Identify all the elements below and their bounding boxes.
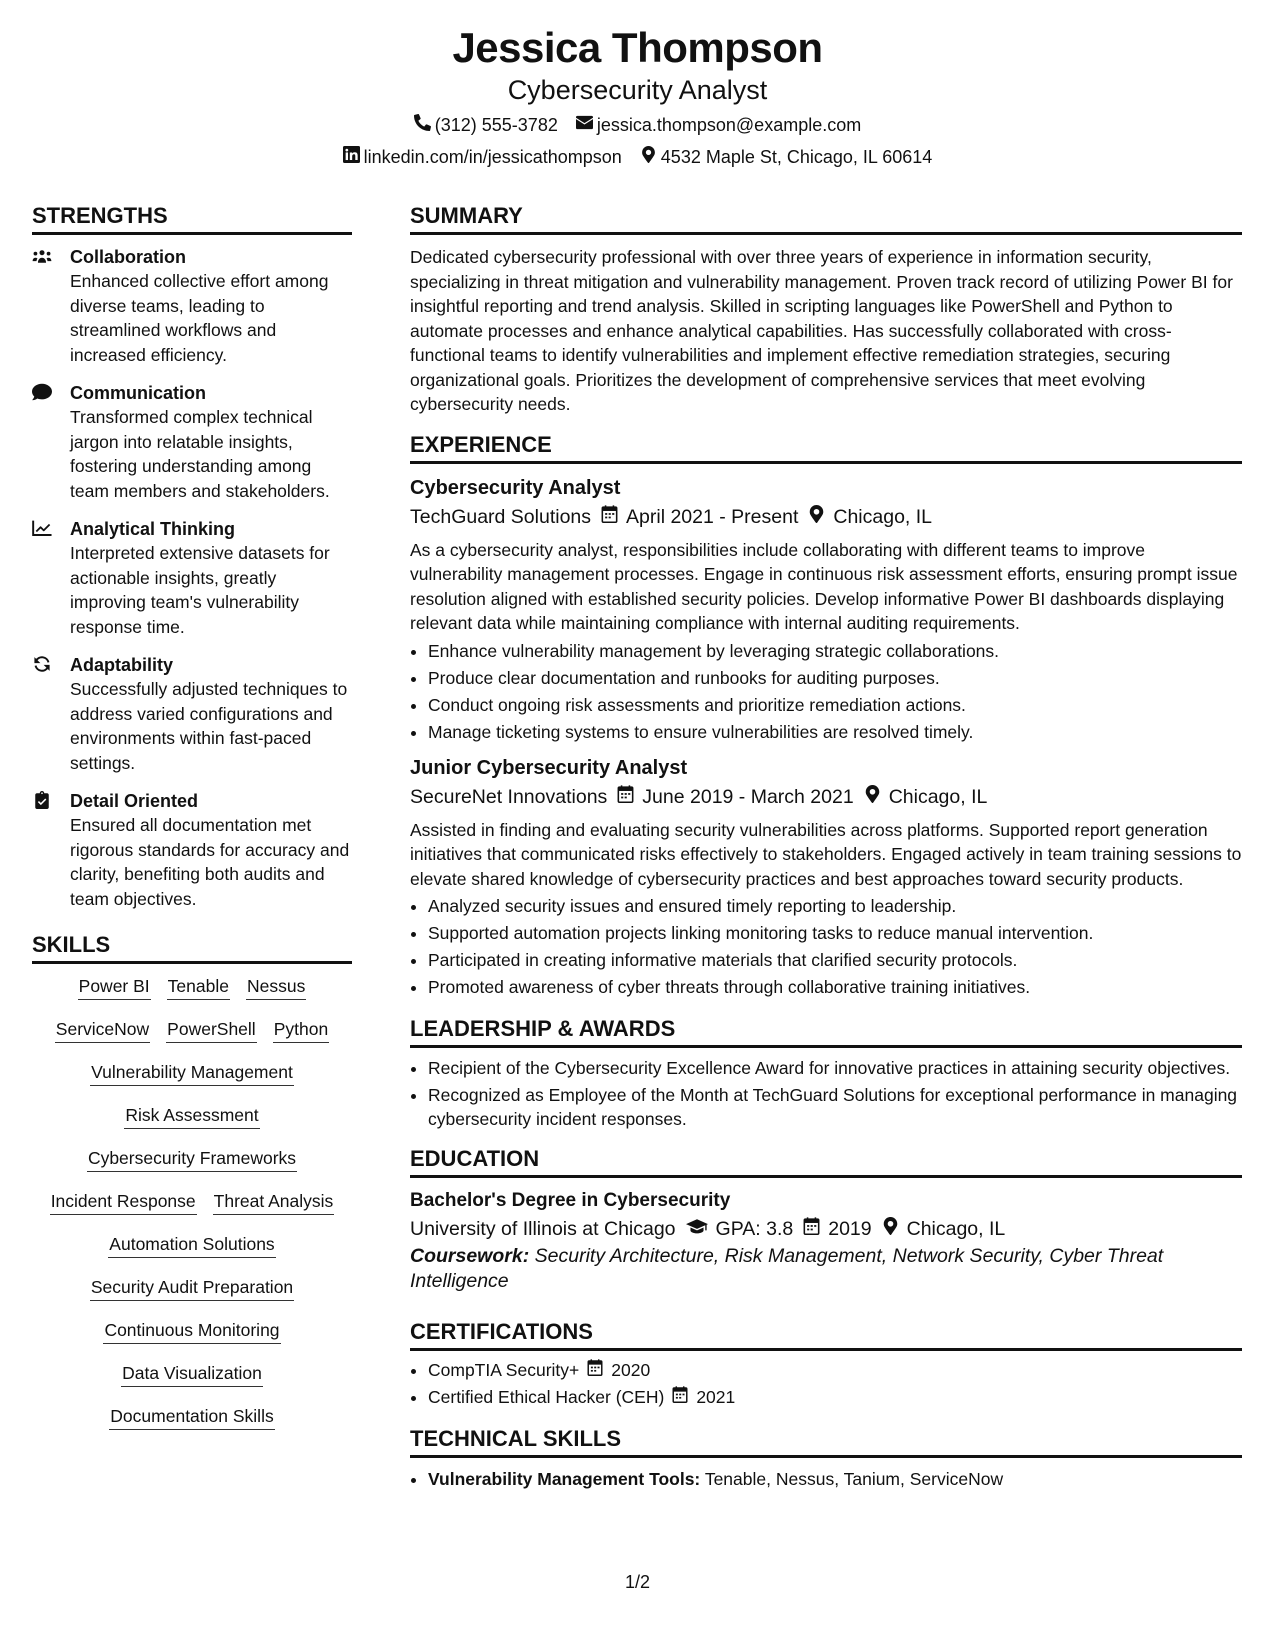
skill-row xyxy=(32,1232,352,1258)
resume-header xyxy=(0,22,1275,172)
comment-icon xyxy=(32,381,58,503)
job-title: Cybersecurity Analyst xyxy=(410,476,621,499)
leadership-heading: LEADERSHIP & AWARDS xyxy=(410,1015,1242,1048)
right-column xyxy=(410,202,1242,1493)
strength-item xyxy=(32,245,352,367)
job-entry xyxy=(410,754,1242,1002)
skill-row xyxy=(32,1060,352,1086)
contact-email[interactable]: jessica.thompson@example.com xyxy=(576,110,861,140)
job-description: As a cybersecurity analyst, responsibilities include collaborating with different teams to improve vulnerability management processes. Engage in continuous risk assessment efforts, ensuring prompt issue resolution aligned with established security policies. Develop informative Power BI dashboards displaying relevant data while maintaining compliance with internal auditing requirements. xyxy=(410,539,1238,633)
strength-item xyxy=(32,381,352,503)
envelope-icon xyxy=(576,110,593,140)
list-item: • Produce clear documentation and runbooks for auditing purposes. xyxy=(428,665,1242,692)
list-item: • Enhance vulnerability management by leveraging strategic collaborations. xyxy=(428,638,1242,665)
graduation-cap-icon xyxy=(686,1214,708,1244)
skill-tag: Cybersecurity Frameworks xyxy=(87,1146,297,1172)
skill-row xyxy=(32,1103,352,1129)
contact-row-1 xyxy=(0,110,1275,140)
strength-desc: Transformed complex technical jargon into relatable insights, fostering understanding among team members and stakeholders. xyxy=(70,407,330,501)
candidate-title: Cybersecurity Analyst xyxy=(507,75,768,105)
coursework-list: Security Architecture, Risk Management, Network Security, Cyber Threat Intelligence xyxy=(410,1245,1164,1292)
phone-icon xyxy=(414,110,431,140)
coursework xyxy=(410,1244,1242,1294)
school-name: University of Illinois at Chicago xyxy=(410,1218,676,1240)
skill-row xyxy=(32,1361,352,1387)
strength-title: Detail Oriented xyxy=(70,791,199,811)
skill-tag: Tenable xyxy=(167,974,230,1000)
education-gpa: GPA: 3.8 xyxy=(686,1214,794,1244)
map-marker-icon xyxy=(882,1214,899,1244)
strength-item xyxy=(32,517,352,639)
skill-row xyxy=(32,1318,352,1344)
leadership-list xyxy=(410,1056,1242,1131)
education-meta xyxy=(410,1214,1242,1244)
list-item: • Recipient of the Cybersecurity Excellence Award for innovative practices in attaining security objectives. xyxy=(428,1056,1242,1080)
candidate-name: Jessica Thompson xyxy=(452,24,823,71)
skill-row xyxy=(32,1275,352,1301)
list-item: • Supported automation projects linking monitoring tasks to reduce manual intervention. xyxy=(428,920,1242,947)
cert-name: • CompTIA Security+ xyxy=(428,1360,580,1380)
skills-list xyxy=(32,974,352,1430)
list-item: • Participated in creating informative materials that clarified security protocols. xyxy=(428,947,1242,974)
strengths-heading: STRENGTHS xyxy=(32,202,352,235)
calendar-icon xyxy=(617,782,634,812)
job-company: SecureNet Innovations xyxy=(410,785,608,808)
contact-linkedin[interactable]: linkedin.com/in/jessicathompson xyxy=(343,142,622,172)
chart-line-icon xyxy=(32,517,58,639)
skill-tag: PowerShell xyxy=(166,1017,257,1043)
contact-phone: (312) 555-3782 xyxy=(414,110,558,140)
summary-text: Dedicated cybersecurity professional with over three years of experience in information security, specializing in threat mitigation and vulnerability management. Proven track record of utilizing Power BI for insightful reporting and trend analysis. Skilled in scripting languages like PowerShell and Python to automate processes and enhance analytical capabilities. Has successfully collaborated with cross-functional teams to identify vulnerabilities and implement effective remediation strategies, securing organizational goals. Prioritizes the development of comprehensive services that meet evolving cybersecurity needs. xyxy=(410,247,1233,414)
skill-tag: Continuous Monitoring xyxy=(103,1318,280,1344)
experience-heading: EXPERIENCE xyxy=(410,431,1242,464)
strength-title: Collaboration xyxy=(70,247,186,267)
calendar-icon xyxy=(803,1214,820,1244)
technical-skills-list xyxy=(410,1466,1242,1493)
calendar-icon xyxy=(601,502,618,532)
job-location: Chicago, IL xyxy=(864,782,988,812)
strength-title: Analytical Thinking xyxy=(70,519,236,539)
map-marker-icon xyxy=(808,502,825,532)
contact-address: 4532 Maple St, Chicago, IL 60614 xyxy=(640,142,933,172)
map-marker-icon xyxy=(864,782,881,812)
skill-row xyxy=(32,1404,352,1430)
technical-skills-heading: TECHNICAL SKILLS xyxy=(410,1425,1242,1458)
cert-name: • Certified Ethical Hacker (CEH) xyxy=(428,1387,665,1407)
skill-tag: Python xyxy=(273,1017,329,1043)
summary-heading: SUMMARY xyxy=(410,202,1242,235)
skill-tag: Incident Response xyxy=(50,1189,197,1215)
list-item: • Manage ticketing systems to ensure vulnerabilities are resolved timely. xyxy=(428,719,1242,746)
calendar-icon xyxy=(672,1384,688,1411)
strength-desc: Successfully adjusted techniques to address varied configurations and environments within fast-paced settings. xyxy=(70,679,348,773)
skill-tag: ServiceNow xyxy=(55,1017,150,1043)
skill-tag: Threat Analysis xyxy=(213,1189,335,1215)
skill-tag: Vulnerability Management xyxy=(90,1060,294,1086)
skill-tag: Risk Assessment xyxy=(124,1103,259,1129)
job-company: TechGuard Solutions xyxy=(410,505,592,528)
education-location: Chicago, IL xyxy=(882,1214,1006,1244)
list-item xyxy=(428,1466,1242,1493)
education-year: 2019 xyxy=(803,1214,871,1244)
job-bullets xyxy=(410,638,1242,746)
job-dates: April 2021 - Present xyxy=(601,502,798,532)
strength-item xyxy=(32,789,352,911)
certifications-heading: CERTIFICATIONS xyxy=(410,1318,1242,1351)
list-item: • Promoted awareness of cyber threats through collaborative training initiatives. xyxy=(428,974,1242,1001)
strength-desc: Interpreted extensive datasets for actionable insights, greatly improving team's vulnerability response time. xyxy=(70,543,330,637)
users-icon xyxy=(32,245,58,367)
job-location: Chicago, IL xyxy=(808,502,932,532)
tech-skill-value: Tenable, Nessus, Tanium, ServiceNow xyxy=(704,1469,1004,1489)
strength-desc: Ensured all documentation met rigorous standards for accuracy and clarity, benefiting both audits and team objectives. xyxy=(70,815,350,909)
cert-year: 2021 xyxy=(696,1387,736,1407)
list-item: • Recognized as Employee of the Month at TechGuard Solutions for exceptional performance in managing cybersecurity incident responses. xyxy=(428,1083,1242,1131)
list-item: • Analyzed security issues and ensured timely reporting to leadership. xyxy=(428,893,1242,920)
job-meta xyxy=(410,502,1242,532)
job-description: Assisted in finding and evaluating security vulnerabilities across platforms. Supported report generation initiatives that communicated risks effectively to stakeholders. Engaged actively in team training sessions to elevate shared knowledge of cybersecurity practices and best approaches toward security products. xyxy=(410,819,1242,889)
strength-item xyxy=(32,653,352,775)
skill-tag: Nessus xyxy=(246,974,306,1000)
skill-row xyxy=(32,974,352,1000)
list-item: • Conduct ongoing risk assessments and prioritize remediation actions. xyxy=(428,692,1242,719)
skill-row xyxy=(32,1189,352,1215)
calendar-icon xyxy=(587,1357,603,1384)
list-item xyxy=(428,1384,1242,1411)
job-entry xyxy=(410,474,1242,746)
job-meta xyxy=(410,782,1242,812)
map-marker-icon xyxy=(640,142,657,172)
skill-tag: Data Visualization xyxy=(121,1361,263,1387)
left-column xyxy=(32,202,352,1447)
certifications-list xyxy=(410,1357,1242,1411)
strength-desc: Enhanced collective effort among diverse teams, leading to streamlined workflows and increased efficiency. xyxy=(70,271,329,365)
skill-tag: Power BI xyxy=(78,974,151,1000)
linkedin-icon xyxy=(343,142,360,172)
tech-skill-label: Vulnerability Management Tools: xyxy=(428,1469,701,1489)
strength-title: Communication xyxy=(70,383,207,403)
skill-row xyxy=(32,1017,352,1043)
job-dates: June 2019 - March 2021 xyxy=(617,782,853,812)
skill-tag: Documentation Skills xyxy=(109,1404,274,1430)
job-bullets xyxy=(410,893,1242,1001)
sync-icon xyxy=(32,653,58,775)
skills-heading: SKILLS xyxy=(32,931,352,964)
job-title: Junior Cybersecurity Analyst xyxy=(410,756,688,779)
page-indicator: 1/2 xyxy=(624,1572,651,1592)
list-item xyxy=(428,1357,1242,1384)
skill-row xyxy=(32,1146,352,1172)
cert-year: 2020 xyxy=(611,1360,651,1380)
clipboard-check-icon xyxy=(32,789,58,911)
contact-row-2 xyxy=(0,142,1275,172)
education-heading: EDUCATION xyxy=(410,1145,1242,1178)
degree-title: Bachelor's Degree in Cybersecurity xyxy=(410,1190,731,1211)
skill-tag: Security Audit Preparation xyxy=(90,1275,294,1301)
skill-tag: Automation Solutions xyxy=(108,1232,275,1258)
strength-title: Adaptability xyxy=(70,655,174,675)
coursework-label: Coursework: xyxy=(410,1245,530,1267)
